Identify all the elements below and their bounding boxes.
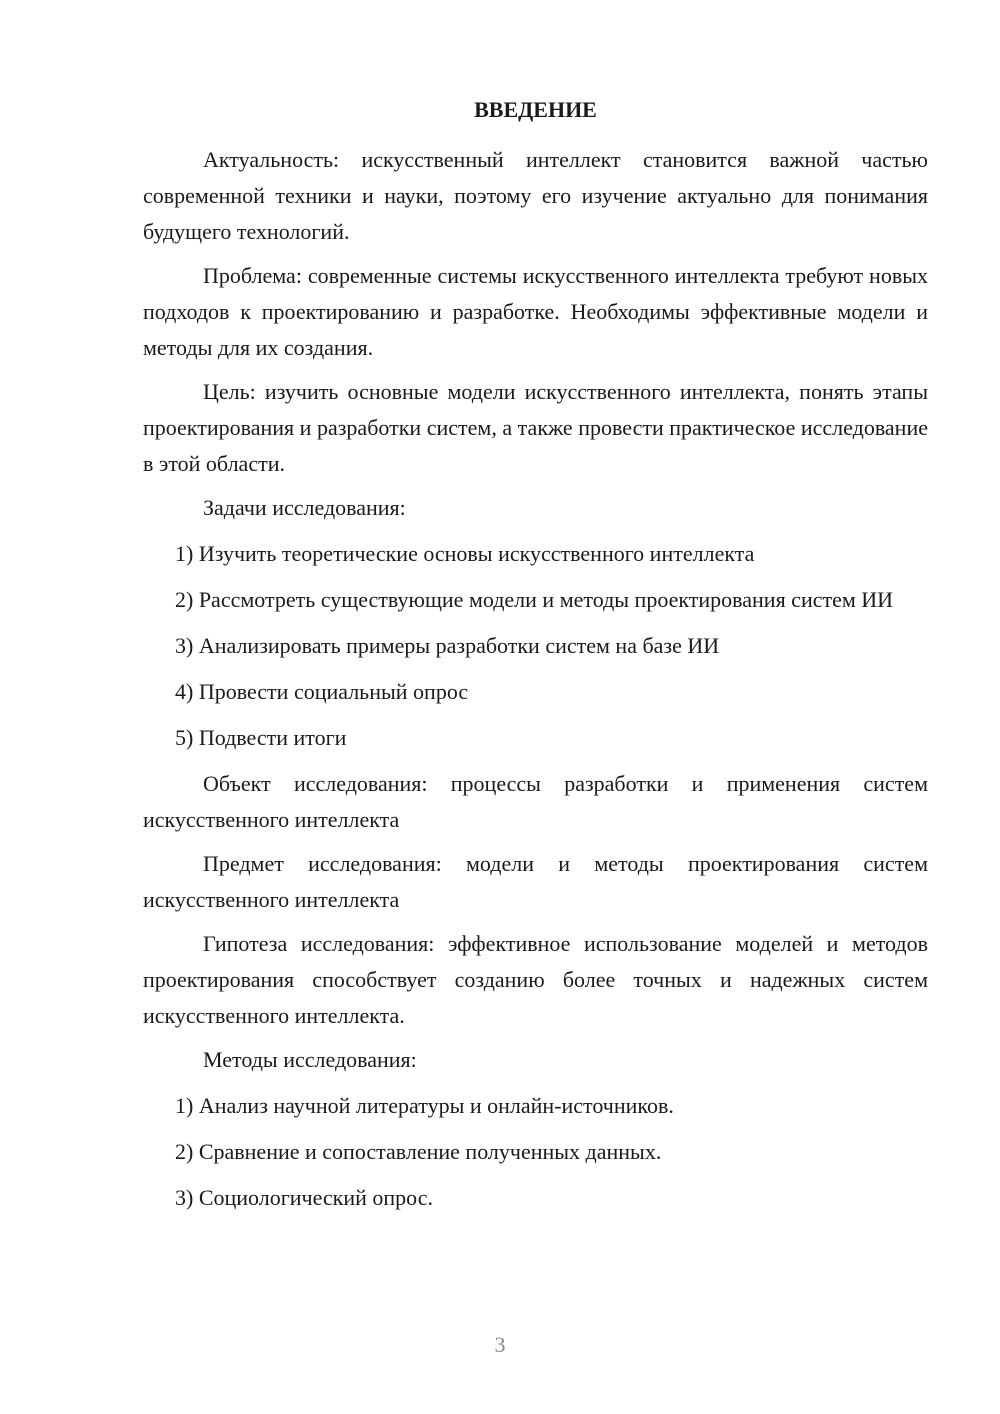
task-item-2: 2) Рассмотреть существующие модели и методы проектирования систем ИИ [175,587,894,612]
task-item-5: 5) Подвести итоги [175,725,347,750]
method-item-3: 3) Социологический опрос. [175,1185,433,1210]
goal-paragraph: Цель: изучить основные модели искусственного интеллекта, понять этапы проектирования и разработки систем, а также провести практическое исследование в этой области. [143,379,928,476]
tasks-heading: Задачи исследования: [203,495,406,520]
subject-paragraph: Предмет исследования: модели и методы проектирования систем искусственного интеллекта [143,851,928,912]
methods-heading: Методы исследования: [203,1047,417,1072]
hypothesis-paragraph: Гипотеза исследования: эффективное использование моделей и методов проектирования способствует созданию более точных и надежных систем искусственного интеллекта. [143,931,928,1028]
section-title: ВВЕДЕНИЕ [474,97,597,122]
problem-paragraph: Проблема: современные системы искусственного интеллекта требуют новых подходов к проектированию и разработке. Необходимы эффективные модели и методы для их создания. [143,263,928,360]
method-item-2: 2) Сравнение и сопоставление полученных данных. [175,1139,662,1164]
relevance-paragraph: Актуальность: искусственный интеллект становится важной частью современной техники и науки, поэтому его изучение актуально для понимания будущего технологий. [143,147,928,244]
object-paragraph: Объект исследования: процессы разработки и применения систем искусственного интеллекта [143,771,928,832]
page-number: 3 [494,1332,506,1357]
task-item-1: 1) Изучить теоретические основы искусственного интеллекта [175,541,755,566]
document-body [143,92,928,1226]
task-item-3: 3) Анализировать примеры разработки систем на базе ИИ [175,633,720,658]
task-item-4: 4) Провести социальный опрос [175,679,469,704]
method-item-1: 1) Анализ научной литературы и онлайн-источников. [175,1093,674,1118]
